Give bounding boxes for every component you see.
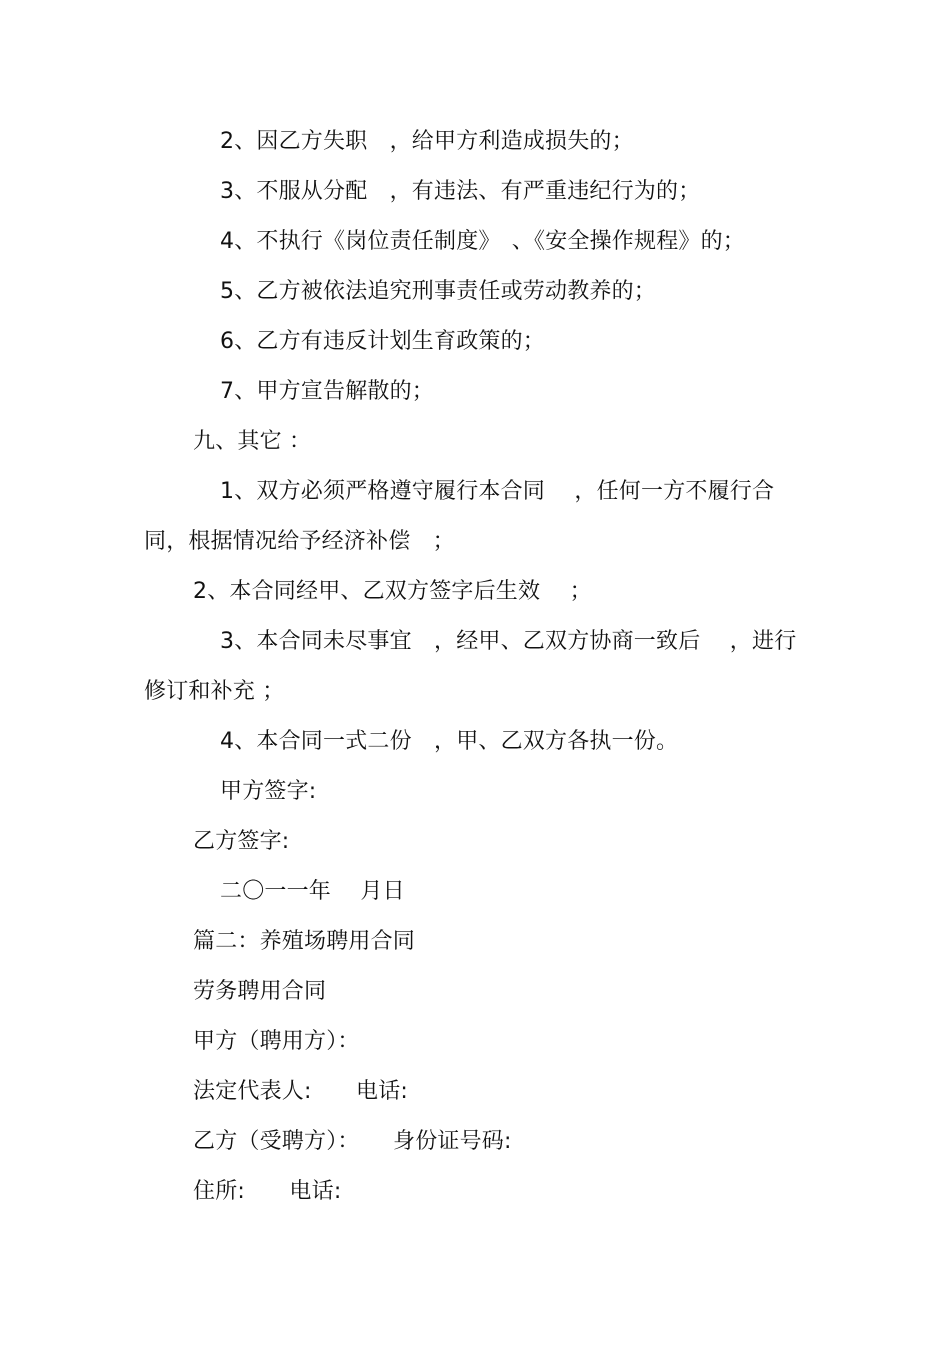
section-nine-item-1-line-2: 同，根据情况给予经济补偿 ；: [144, 529, 455, 554]
termination-item-5: 5、乙方被依法追究刑事责任或劳动教养的；: [220, 279, 656, 304]
section-nine-item-1-line-1: 1、双方必须严格遵守履行本合同 ，任何一方不履行合: [220, 479, 775, 504]
section-nine-item-3-line-2: 修订和补充 ；: [144, 679, 285, 704]
party-b-signature: 乙方签字:: [193, 829, 290, 854]
termination-item-7: 7、甲方宣告解散的；: [220, 379, 434, 404]
section-nine-item-2: 2、本合同经甲、乙双方签字后生效 ；: [193, 579, 592, 604]
employee-line: 乙方（受聘方）： 身份证号码:: [193, 1129, 512, 1154]
termination-item-2: 2、因乙方失职 ，给甲方利造成损失的；: [220, 129, 634, 154]
termination-item-3: 3、不服从分配 ，有违法、有严重违纪行为的；: [220, 179, 701, 204]
termination-item-6: 6、乙方有违反计划生育政策的；: [220, 329, 545, 354]
section-nine-item-3-line-1: 3、本合同未尽事宜 ，经甲、乙双方协商一致后 ，进行: [220, 629, 797, 654]
address-line: 住所: 电话:: [193, 1179, 342, 1204]
part-two-title: 篇二：养殖场聘用合同: [193, 929, 416, 954]
termination-item-4: 4、不执行《岗位责任制度》 、《安全操作规程》的；: [220, 229, 745, 254]
section-nine-heading: 九、其它 ：: [193, 429, 312, 454]
legal-rep-line: 法定代表人: 电话:: [193, 1079, 409, 1104]
section-nine-item-4: 4、本合同一式二份 ，甲、乙双方各执一份。: [220, 729, 679, 754]
signature-date: 二〇一一年 月日: [220, 879, 405, 904]
party-a-signature: 甲方签字:: [220, 779, 317, 804]
part-two-subtitle: 劳务聘用合同: [193, 979, 327, 1004]
employer-line: 甲方（聘用方）：: [193, 1029, 360, 1054]
